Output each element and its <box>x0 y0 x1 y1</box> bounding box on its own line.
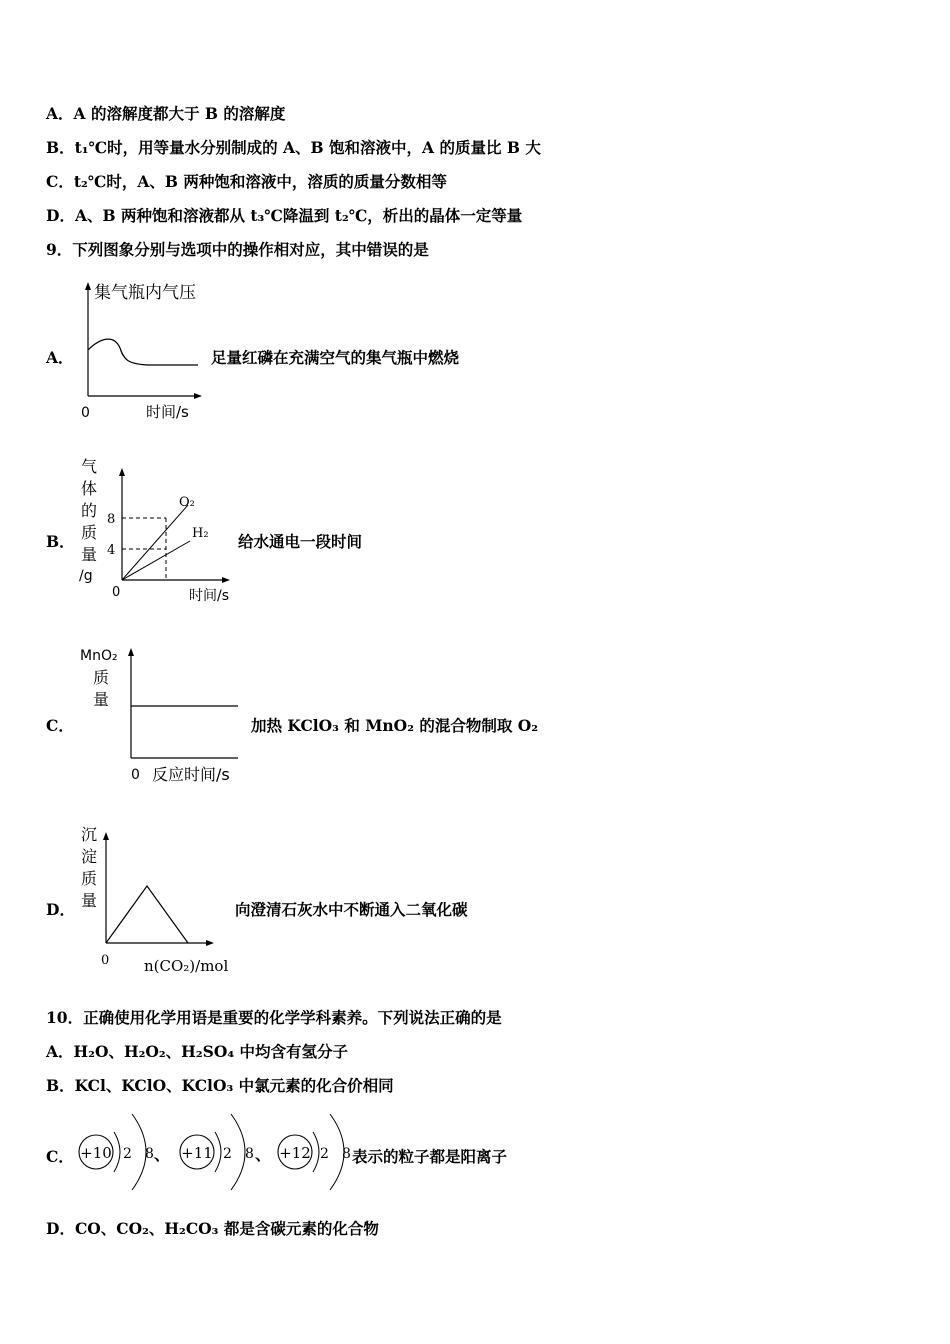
q9-b-graph <box>76 456 236 606</box>
q10-c-label: C． <box>46 1147 74 1166</box>
q8-option-c: C．t₂℃时，A、B 两种饱和溶液中，溶质的质量分数相等 <box>46 172 447 191</box>
q9-d-ylabel-2: 质 <box>81 869 98 888</box>
atom-3-shell2: 8 <box>342 1146 351 1162</box>
q9-b-origin: 0 <box>112 585 121 600</box>
atom-3-shell1: 2 <box>320 1146 329 1162</box>
q10-c-desc: 表示的粒子都是阳离子 <box>352 1147 508 1166</box>
q9-a-xlabel: 时间/s <box>146 403 189 421</box>
q9-c-origin: 0 <box>131 767 140 783</box>
atom-2-shell2: 8 <box>245 1146 254 1162</box>
q9-a-origin: 0 <box>81 405 90 421</box>
q9-b-ylabel-2: 的 <box>81 501 98 520</box>
q9-b-label: B． <box>46 532 75 551</box>
atom-2-shell1: 2 <box>223 1146 232 1162</box>
q9-c-label: C． <box>46 716 74 735</box>
q9-a-ylabel: 集气瓶内气压 <box>94 283 196 303</box>
q9-b-h2-label: H₂ <box>192 526 209 541</box>
q9-c-ylabel-2: 量 <box>93 690 110 709</box>
q9-b-tick-4: 4 <box>107 543 116 558</box>
q9-b-ylabel-4: 量 <box>81 545 98 564</box>
q9-d-ylabel-0: 沉 <box>81 825 98 844</box>
atom-1-nucleus: +10 <box>80 1144 112 1162</box>
q9-a-label: A． <box>46 348 74 367</box>
sep-1: 、 <box>154 1145 171 1164</box>
q9-b-o2-label: O₂ <box>179 495 195 510</box>
q9-d-desc: 向澄清石灰水中不断通入二氧化碳 <box>235 900 468 919</box>
q10-c-atom-diagrams <box>74 1108 354 1198</box>
q9-c-desc: 加热 KClO₃ 和 MnO₂ 的混合物制取 O₂ <box>251 716 539 735</box>
q9-d-origin: 0 <box>101 953 110 968</box>
q9-d-ylabel-3: 量 <box>81 891 98 910</box>
q9-c-graph <box>78 642 246 790</box>
q10-stem: 10．正确使用化学用语是重要的化学学科素养。下列说法正确的是 <box>46 1008 502 1027</box>
q9-d-ylabel-1: 淀 <box>81 847 98 866</box>
atom-1-shell2: 8 <box>145 1146 154 1162</box>
q9-d-label: D． <box>46 900 75 919</box>
q8-option-a: A．A 的溶解度都大于 B 的溶解度 <box>46 104 286 123</box>
q10-option-a: A．H₂O、H₂O₂、H₂SO₄ 中均含有氢分子 <box>46 1042 349 1061</box>
atom-1 <box>79 1114 154 1190</box>
atom-3 <box>278 1114 351 1190</box>
q9-b-ylabel-0: 气 <box>81 457 98 476</box>
atom-2-nucleus: +11 <box>181 1144 213 1162</box>
q9-a-graph <box>78 278 208 423</box>
q8-option-d: D．A、B 两种饱和溶液都从 t₃℃降温到 t₂℃，析出的晶体一定等量 <box>46 206 523 225</box>
q9-c-ylabel-1: 质 <box>93 668 110 687</box>
q9-d-graph <box>78 820 238 980</box>
atom-1-shell1: 2 <box>123 1146 132 1162</box>
q10-option-b: B．KCl、KClO、KClO₃ 中氯元素的化合价相同 <box>46 1076 394 1095</box>
atom-3-nucleus: +12 <box>279 1144 311 1162</box>
q9-c-ylabel-0: MnO₂ <box>80 648 118 664</box>
q9-b-desc: 给水通电一段时间 <box>238 532 363 551</box>
q9-c-xlabel: 反应时间/s <box>152 765 230 784</box>
q9-b-ylabel-3: 质 <box>81 523 98 542</box>
q9-b-ylabel-1: 体 <box>81 479 98 498</box>
sep-2: 、 <box>255 1145 272 1164</box>
atom-2 <box>180 1114 254 1190</box>
q9-b-xlabel: 时间/s <box>189 588 230 604</box>
q9-stem: 9．下列图象分别与选项中的操作相对应，其中错误的是 <box>46 240 429 259</box>
q9-b-tick-8: 8 <box>107 512 116 527</box>
q10-option-d: D．CO、CO₂、H₂CO₃ 都是含碳元素的化合物 <box>46 1219 379 1238</box>
q8-option-b: B．t₁℃时，用等量水分别制成的 A、B 饱和溶液中，A 的质量比 B 大 <box>46 138 541 157</box>
q9-b-ylabel-5: /g <box>79 568 93 584</box>
q9-d-xlabel: n(CO₂)/mol <box>144 957 229 975</box>
q9-a-desc: 足量红磷在充满空气的集气瓶中燃烧 <box>211 348 460 367</box>
